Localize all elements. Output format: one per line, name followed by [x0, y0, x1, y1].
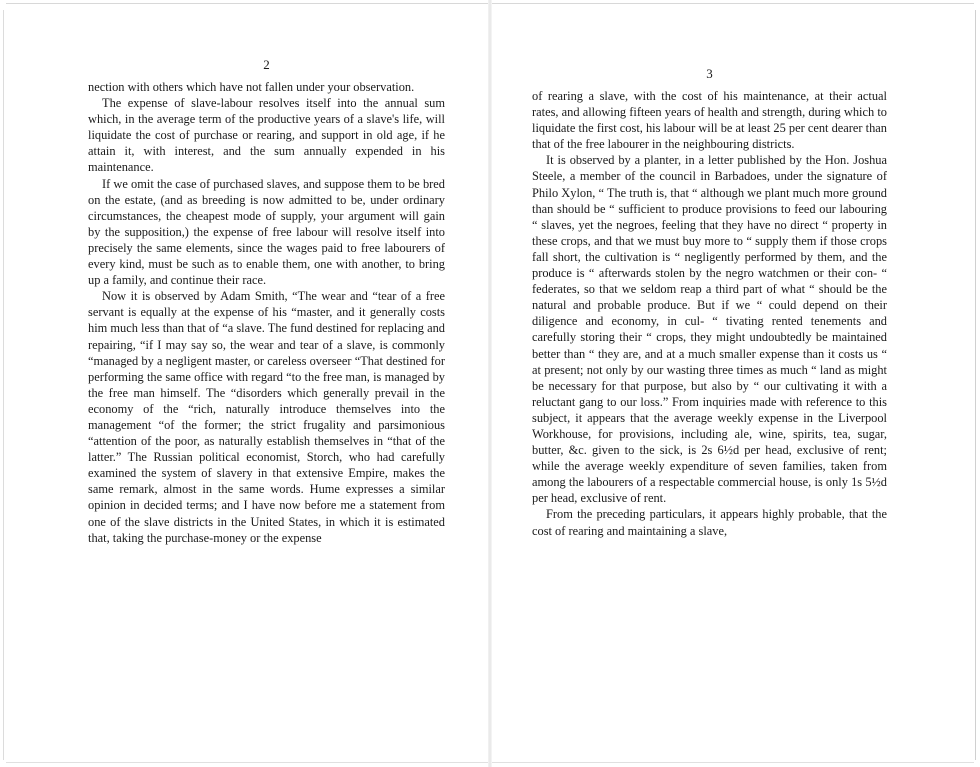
right-page-body: [532, 88, 887, 539]
left-paragraph-1: nection with others which have not fallen under your observation.: [88, 80, 415, 94]
page-edge-left: [3, 10, 4, 760]
right-paragraph-1: of rearing a slave, with the cost of his maintenance, at their actual rates, and allowing fifteen years of health and strength, during which to liquidate the first cost, his labour will be at least 25 per cent dearer than that of the free labourer in the neighbouring districts.: [532, 89, 887, 152]
right-page-number: 3: [706, 66, 713, 81]
right-page: [532, 64, 887, 539]
left-paragraph-2: The expense of slave-labour resolves itself into the annual sum which, in the average term of the productive years of a slave's life, will liquidate the cost of purchase or rearing, and support in old age, if he attain it, with interest, and the sum annually expended in his maintenance.: [88, 96, 445, 175]
right-paragraph-3: From the preceding particulars, it appears highly probable, that the cost of rearing and maintaining a slave,: [532, 507, 887, 538]
left-paragraph-3: If we omit the case of purchased slaves, and suppose them to be bred on the estate, (and as breeding is now admitted to be, under ordinary circumstances, the cheapest mode of supply, your argument will gain by the supposition,) the expense of free labour will resolve itself into precisely the same elements, since the wages paid to free labourers of every kind, must be such as to enable them, one with another, to bring up a family, and continue their race.: [88, 176, 445, 288]
book-gutter: [488, 0, 492, 767]
left-paragraph-4: Now it is observed by Adam Smith, “The wear and “tear of a free servant is equally at the expense of his “master, and it generally costs him much less than that of “a slave. The fund destined for replacing and repairing, “if I may say so, the wear and tear of a slave, is commonly “managed by a negligent master, or careless overseer “That destined for performing the same office with regard “to the free man, is managed by the free man himself. The “disorders which generally prevail in the economy of the “rich, naturally introduce themselves into the management “of the former; the strict frugality and parsimonious “attention of the poor, as naturally establish themselves in “that of the latter.” The Russian political economist, Storch, who had carefully examined the system of slavery in that extensive Empire, makes the same remark, almost in the same words. Hume expresses a similar opinion in decided terms; and I have now before me a statement from one of the slave districts in the United States, in which it is estimated that, taking the purchase-money or the expense: [88, 289, 445, 545]
left-page: [88, 55, 445, 546]
left-page-number: 2: [263, 57, 270, 72]
left-page-body: [88, 79, 445, 546]
page-edge-right: [975, 10, 976, 760]
right-paragraph-2: It is observed by a planter, in a letter published by the Hon. Joshua Steele, a member of the council in Barbadoes, under the signature of Philo Xylon, “ The truth is, that “ although we plant much more ground than should be “ sufficient to produce provisions to feed our labouring “ slaves, yet the negroes, feeling that they have no direct “ property in these crops, and that we must buy more to “ supply them if those crops fall short, the cultivation is “ negligently performed by them, and the produce is “ afterwards stolen by the negro watchmen or their con- “ federates, so that we seldom reap a third part of what “ should be the natural and probable produce. But if we “ could depend on their diligence and economy, in cul- “ tivating rented tenements and carefully storing their “ crops, they might undoubtedly be maintained better than “ they are, and at a much smaller expense than it costs us “ at present; not only by our wasting three times as much “ land as might be necessary for that purpose, but also by “ our cultivating it with a reluctant gang to our loss.” From inquiries made with reference to this subject, it appears that the average weekly expense in the Liverpool Workhouse, for provisions, including ale, wine, spirits, tea, sugar, butter, &c. given to the sick, is 2s 6½d per head, exclusive of rent; while the average weekly expenditure of seven families, taken from among the labourers of a respectable commercial house, is only 1s 5½d per head, exclusive of rent.: [532, 153, 887, 506]
